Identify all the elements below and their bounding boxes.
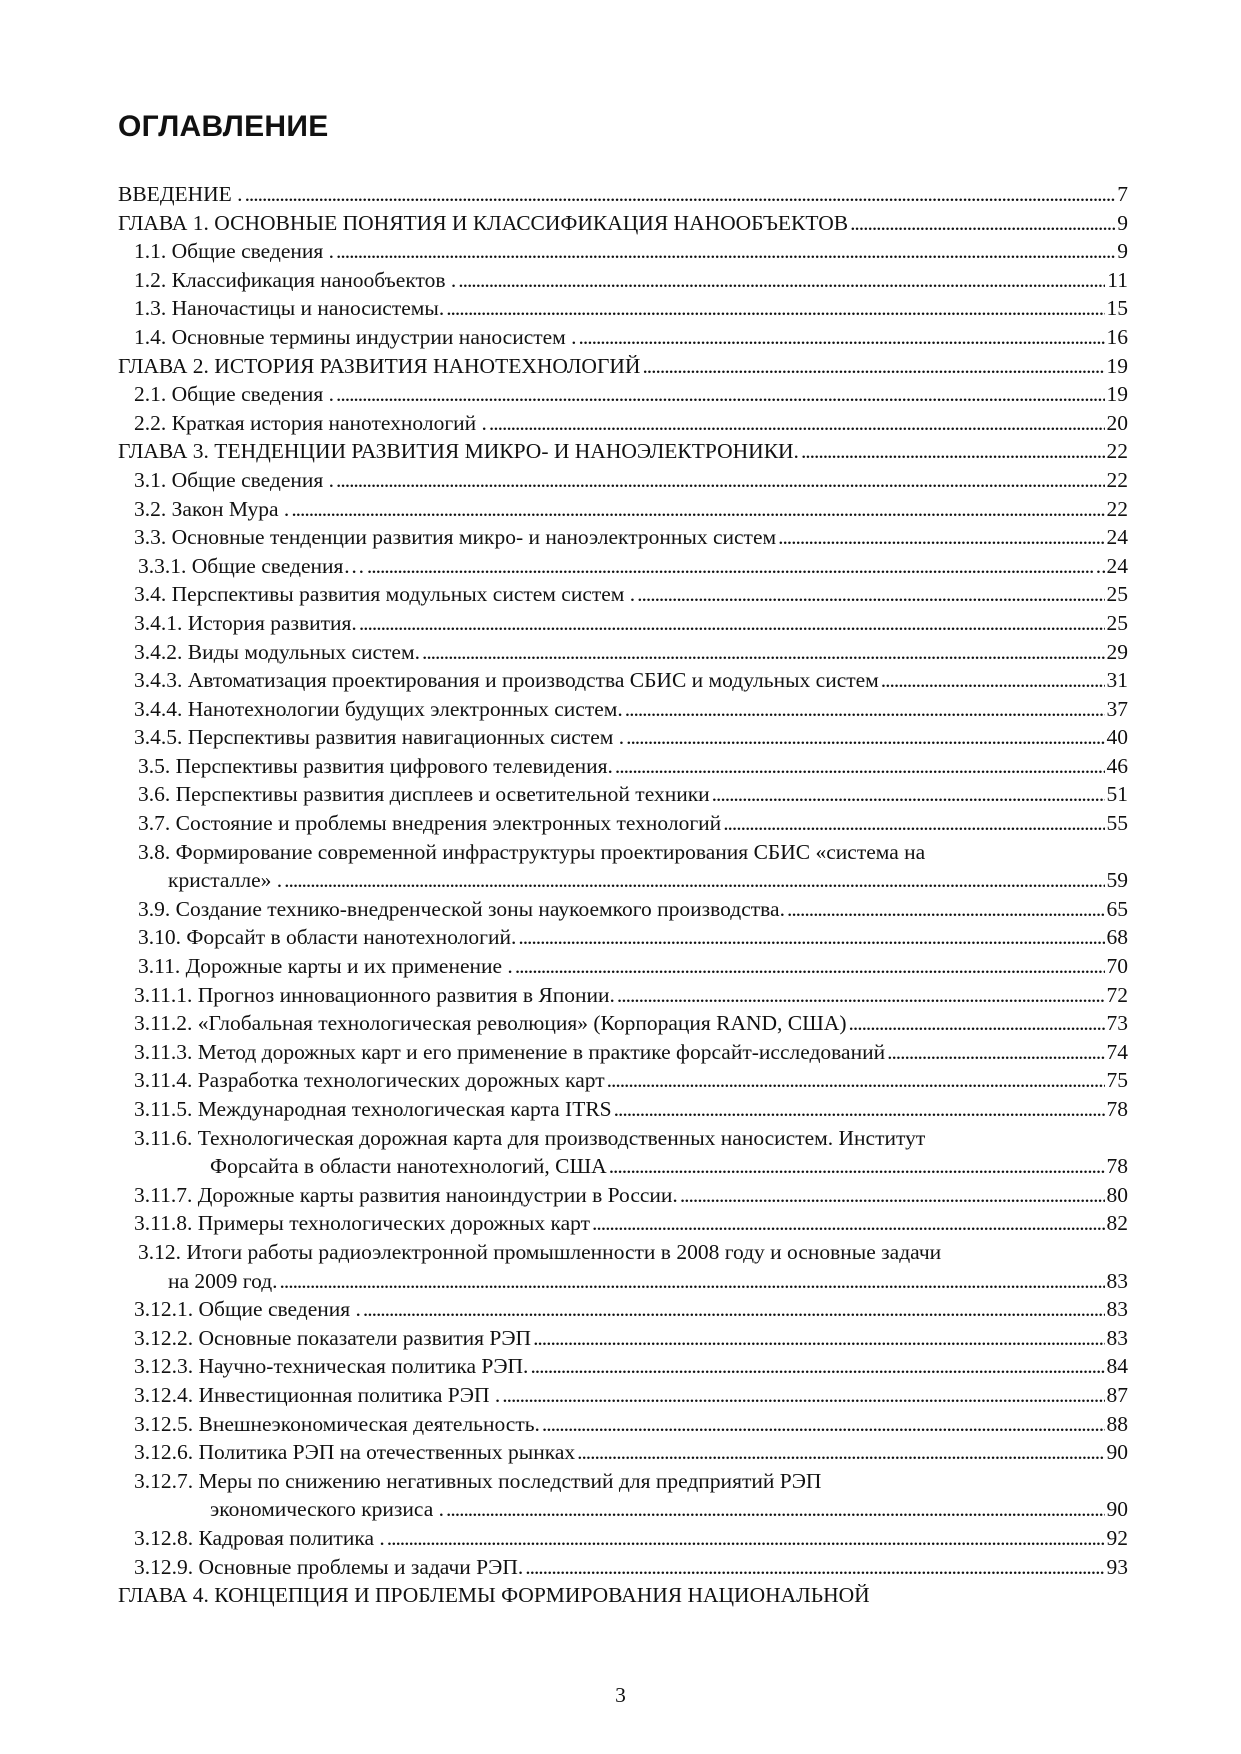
toc-entry-page: 90	[1106, 1497, 1128, 1522]
dot-leader	[387, 1524, 1105, 1553]
toc-entry-title-cont: на 2009 год.	[168, 1268, 278, 1293]
toc-entry[interactable]	[118, 266, 1128, 295]
dot-leader	[626, 723, 1104, 752]
toc-entry-title-cont: экономического кризиса .	[210, 1497, 445, 1522]
dot-leader	[284, 866, 1104, 895]
toc-entry[interactable]	[118, 294, 1128, 323]
dot-leader	[422, 638, 1105, 667]
toc-entry-page: 74	[1106, 1039, 1128, 1064]
toc-entry-page: 51	[1106, 782, 1128, 807]
dot-leader	[542, 1410, 1105, 1439]
toc-entry[interactable]	[118, 809, 1128, 838]
dot-leader	[458, 266, 1105, 295]
toc-entry-title: 3.11.8. Примеры технологических дорожных карт	[134, 1211, 591, 1236]
page-number: 3	[615, 1683, 626, 1707]
toc-entry-page: 11	[1107, 267, 1128, 292]
dot-leader	[609, 1152, 1105, 1181]
toc-entry[interactable]	[118, 580, 1128, 609]
toc-entry-page: 72	[1106, 982, 1128, 1007]
toc-entry-page: 83	[1106, 1325, 1128, 1350]
dot-leader	[642, 352, 1104, 381]
toc-entry-page: 78	[1106, 1097, 1128, 1121]
toc-entry-title: 3.11.2. «Глобальная технологическая революция» (Корпорация RAND, США)	[134, 1011, 847, 1036]
toc-entry[interactable]	[118, 1066, 1128, 1095]
toc-entry-title: 3.5. Перспективы развития цифрового телевидения.	[138, 753, 613, 778]
toc-entry-title: 3.11.5. Международная технологическая карта ITRS	[134, 1097, 612, 1121]
toc-entry[interactable]	[118, 1410, 1128, 1439]
toc-entry-title: 3.4.3. Автоматизация проектирования и производства СБИС и модульных систем	[134, 668, 879, 693]
toc-entry[interactable]	[118, 1553, 1128, 1582]
toc-entry-page: 9	[1117, 239, 1128, 264]
toc-entry[interactable]	[118, 923, 1128, 952]
toc-entry-page: 83	[1106, 1268, 1128, 1293]
toc-entry[interactable]	[118, 352, 1128, 381]
toc-entry-title: 3.3. Основные тенденции развития микро- и наноэлектронных систем	[134, 525, 777, 550]
toc-entry-page: 31	[1106, 668, 1128, 693]
dot-leader	[280, 1267, 1105, 1296]
toc-entry[interactable]	[118, 780, 1128, 809]
toc-entry-page: 88	[1106, 1411, 1128, 1436]
dot-leader	[615, 752, 1105, 781]
dot-leader	[614, 1095, 1105, 1124]
toc-entry-title: 3.12.4. Инвестиционная политика РЭП .	[134, 1382, 501, 1407]
toc-entry-title: ВВЕДЕНИЕ .	[118, 182, 243, 206]
toc-entry-page: 90	[1106, 1440, 1128, 1465]
toc-entry[interactable]	[118, 180, 1128, 209]
dot-leader	[850, 209, 1115, 238]
toc-entry-title: 3.8. Формирование современной инфраструктуры проектирования СБИС «система на	[138, 839, 926, 864]
toc-entry-title: 3.3.1. Общие сведения…	[138, 553, 365, 578]
dot-leader	[336, 466, 1104, 495]
dot-leader	[515, 952, 1105, 981]
toc-entry-page: 70	[1106, 954, 1128, 979]
toc-entry-title: 3.12.5. Внешнеэкономическая деятельность.	[134, 1411, 540, 1436]
toc-entry-title: 3.12.7. Меры по снижению негативных последствий для предприятий РЭП	[134, 1468, 822, 1493]
toc-entry-title: 1.2. Классификация нанообъектов .	[134, 267, 457, 292]
toc-entry[interactable]	[118, 1152, 1128, 1181]
dot-leader	[778, 523, 1104, 552]
toc-entry[interactable]	[118, 495, 1128, 524]
toc-entry-page: 29	[1106, 639, 1128, 664]
toc-entry[interactable]	[118, 1381, 1128, 1410]
toc-entry-page: 55	[1106, 811, 1128, 836]
dot-leader	[680, 1181, 1105, 1210]
toc-entry-page: 16	[1106, 324, 1128, 349]
table-of-contents	[118, 180, 1128, 1610]
dot-leader	[579, 323, 1105, 352]
toc-entry-page: 65	[1106, 896, 1128, 921]
toc-entry[interactable]	[118, 523, 1128, 552]
toc-entry-page: 22	[1106, 496, 1128, 521]
toc-entry-title: 3.6. Перспективы развития дисплеев и осветительной техники	[138, 782, 710, 807]
toc-entry-page: 40	[1106, 725, 1128, 750]
dot-leader	[887, 1038, 1104, 1067]
toc-entry[interactable]	[118, 1209, 1128, 1238]
toc-entry-page: 19	[1106, 353, 1128, 378]
dot-leader	[712, 780, 1105, 809]
toc-entry[interactable]	[118, 237, 1128, 266]
toc-entry-title: 3.11.6. Технологическая дорожная карта для производственных наносистем. Институт	[134, 1125, 926, 1150]
toc-entry[interactable]	[118, 1038, 1128, 1067]
toc-entry[interactable]	[118, 609, 1128, 638]
toc-entry-page: 68	[1106, 925, 1128, 950]
toc-entry[interactable]	[118, 723, 1128, 752]
toc-entry-page: 73	[1106, 1011, 1128, 1036]
toc-entry-page: 20	[1106, 410, 1128, 435]
toc-entry-page: 9	[1117, 210, 1128, 235]
toc-entry-title: 1.4. Основные термины индустрии наносистем .	[134, 324, 577, 349]
toc-entry-page: 46	[1106, 753, 1128, 778]
toc-entry-page: 82	[1106, 1211, 1128, 1236]
toc-entry[interactable]	[118, 666, 1128, 695]
toc-entry[interactable]	[118, 437, 1128, 466]
dot-leader	[637, 580, 1104, 609]
toc-entry-title: 3.4.4. Нанотехнологии будущих электронных систем.	[134, 696, 623, 721]
toc-entry[interactable]	[118, 1009, 1128, 1038]
toc-entry-title-cont: кристалле» .	[168, 868, 283, 893]
dot-leader	[617, 981, 1105, 1010]
toc-entry-title: 3.12.8. Кадровая политика .	[134, 1525, 385, 1550]
toc-entry-title: 3.4.5. Перспективы развития навигационных систем .	[134, 725, 625, 750]
dot-leader	[336, 237, 1115, 266]
toc-entry-title: 3.11. Дорожные карты и их применение .	[138, 954, 513, 979]
toc-entry-title-cont: Форсайта в области нанотехнологий, США	[210, 1154, 607, 1179]
dot-leader	[577, 1438, 1104, 1467]
toc-entry[interactable]	[118, 866, 1128, 895]
toc-entry-title: 3.4. Перспективы развития модульных систем систем .	[134, 582, 636, 607]
toc-entry-line[interactable]	[118, 838, 1128, 867]
toc-entry-title: ГЛАВА 2. ИСТОРИЯ РАЗВИТИЯ НАНОТЕХНОЛОГИЙ	[118, 353, 641, 378]
toc-entry-page: 75	[1106, 1068, 1128, 1093]
toc-entry-page: 25	[1106, 582, 1128, 607]
toc-entry-page: 25	[1106, 610, 1128, 635]
toc-entry-title: 3.12.6. Политика РЭП на отечественных рынках	[134, 1440, 576, 1465]
dot-leader	[446, 1495, 1104, 1524]
dot-leader	[502, 1381, 1104, 1410]
toc-entry[interactable]	[118, 981, 1128, 1010]
toc-entry-page: 84	[1106, 1354, 1128, 1379]
toc-entry-title: 2.1. Общие сведения .	[134, 382, 335, 407]
toc-entry[interactable]	[118, 1352, 1128, 1381]
toc-entry-title: 3.4.2. Виды модульных систем.	[134, 639, 420, 664]
toc-entry-title: 3.12.9. Основные проблемы и задачи РЭП.	[134, 1554, 524, 1579]
dot-leader	[489, 409, 1105, 438]
dot-leader	[291, 495, 1104, 524]
dot-leader	[849, 1009, 1105, 1038]
toc-entry[interactable]	[118, 1438, 1128, 1467]
toc-entry-page: 22	[1106, 439, 1128, 464]
toc-entry-title: 3.11.3. Метод дорожных карт и его применение в практике форсайт-исследований	[134, 1039, 886, 1064]
dot-leader	[625, 695, 1105, 724]
dot-leader	[336, 380, 1104, 409]
toc-entry-title: 3.12.1. Общие сведения .	[134, 1297, 361, 1322]
toc-entry-title: 3.12. Итоги работы радиоэлектронной промышленности в 2008 году и основные задачи	[138, 1239, 942, 1264]
dot-leader	[723, 809, 1104, 838]
dot-leader	[518, 923, 1104, 952]
toc-entry-page: 22	[1106, 467, 1128, 492]
toc-entry-title: ГЛАВА 3. ТЕНДЕНЦИИ РАЗВИТИЯ МИКРО- И НАНОЭЛЕКТРОНИКИ.	[118, 439, 799, 464]
toc-entry-page: 24	[1106, 525, 1128, 550]
toc-entry-page: 37	[1106, 696, 1128, 721]
dot-leader	[592, 1209, 1104, 1238]
toc-entry-title: 3.2. Закон Мура .	[134, 496, 290, 521]
toc-entry-title: 3.11.4. Разработка технологических дорожных карт	[134, 1068, 605, 1093]
toc-entry-title: 1.1. Общие сведения .	[134, 239, 335, 264]
dot-leader	[530, 1352, 1104, 1381]
toc-entry[interactable]	[118, 466, 1128, 495]
toc-entry[interactable]	[118, 638, 1128, 667]
toc-title: ОГЛАВЛЕНИЕ	[118, 110, 329, 143]
toc-entry-title: 3.1. Общие сведения .	[134, 467, 335, 492]
toc-entry[interactable]	[118, 1181, 1128, 1210]
dot-leader	[367, 552, 1094, 581]
toc-entry-page: 93	[1106, 1554, 1128, 1579]
toc-entry-title: 3.9. Создание технико-внедренческой зоны наукоемкого производства.	[138, 896, 785, 921]
toc-entry-title: 3.10. Форсайт в области нанотехнологий.	[138, 925, 517, 950]
toc-entry[interactable]	[118, 209, 1128, 238]
toc-entry[interactable]	[118, 323, 1128, 352]
toc-entry[interactable]	[118, 380, 1128, 409]
toc-entry-title: ГЛАВА 4. КОНЦЕПЦИЯ И ПРОБЛЕМЫ ФОРМИРОВАНИЯ НАЦИОНАЛЬНОЙ	[118, 1583, 870, 1608]
toc-entry-title: 2.2. Краткая история нанотехнологий .	[134, 410, 487, 435]
toc-entry-page: ..24	[1095, 553, 1128, 578]
dot-leader	[533, 1324, 1104, 1353]
toc-entry-page: 83	[1106, 1297, 1128, 1322]
toc-entry-line[interactable]	[118, 1238, 1128, 1267]
toc-entry[interactable]	[118, 552, 1128, 581]
toc-entry-line[interactable]	[118, 1467, 1128, 1496]
toc-entry-title: 1.3. Наночастицы и наносистемы.	[134, 296, 445, 321]
dot-leader	[446, 294, 1104, 323]
toc-entry[interactable]	[118, 1095, 1128, 1124]
toc-entry[interactable]	[118, 1524, 1128, 1553]
dot-leader	[245, 180, 1116, 209]
toc-entry-title: 3.7. Состояние и проблемы внедрения электронных технологий	[138, 811, 722, 836]
dot-leader	[359, 609, 1105, 638]
toc-entry-line[interactable]	[118, 1124, 1128, 1153]
toc-entry-page: 59	[1106, 868, 1128, 893]
dot-leader	[607, 1066, 1105, 1095]
toc-entry-title: 3.11.1. Прогноз инновационного развития в Японии.	[134, 982, 615, 1007]
toc-entry-title: 3.12.2. Основные показатели развития РЭП	[134, 1325, 532, 1350]
toc-entry[interactable]	[118, 1295, 1128, 1324]
toc-entry[interactable]	[118, 695, 1128, 724]
toc-entry-page: 92	[1106, 1525, 1128, 1550]
toc-entry[interactable]	[118, 895, 1128, 924]
toc-entry-line[interactable]	[118, 1581, 1128, 1610]
dot-leader	[801, 437, 1105, 466]
toc-entry-page: 15	[1106, 296, 1128, 321]
toc-entry-page: 19	[1106, 382, 1128, 407]
toc-entry-title: ГЛАВА 1. ОСНОВНЫЕ ПОНЯТИЯ И КЛАССИФИКАЦИЯ НАНООБЪЕКТОВ	[118, 210, 849, 235]
dot-leader	[363, 1295, 1105, 1324]
toc-entry[interactable]	[118, 952, 1128, 981]
toc-entry[interactable]	[118, 1267, 1128, 1296]
toc-entry[interactable]	[118, 409, 1128, 438]
toc-entry-page: 80	[1106, 1182, 1128, 1207]
toc-entry-page: 78	[1106, 1154, 1128, 1179]
toc-entry-title: 3.11.7. Дорожные карты развития наноиндустрии в России.	[134, 1182, 678, 1207]
toc-entry[interactable]	[118, 1495, 1128, 1524]
dot-leader	[525, 1553, 1104, 1582]
toc-entry[interactable]	[118, 1324, 1128, 1353]
toc-entry-page: 87	[1106, 1382, 1128, 1407]
dot-leader	[881, 666, 1105, 695]
toc-entry-title: 3.12.3. Научно-техническая политика РЭП.	[134, 1354, 529, 1379]
toc-entry[interactable]	[118, 752, 1128, 781]
dot-leader	[787, 895, 1105, 924]
toc-entry-page: 7	[1117, 182, 1128, 206]
toc-entry-title: 3.4.1. История развития.	[134, 610, 357, 635]
